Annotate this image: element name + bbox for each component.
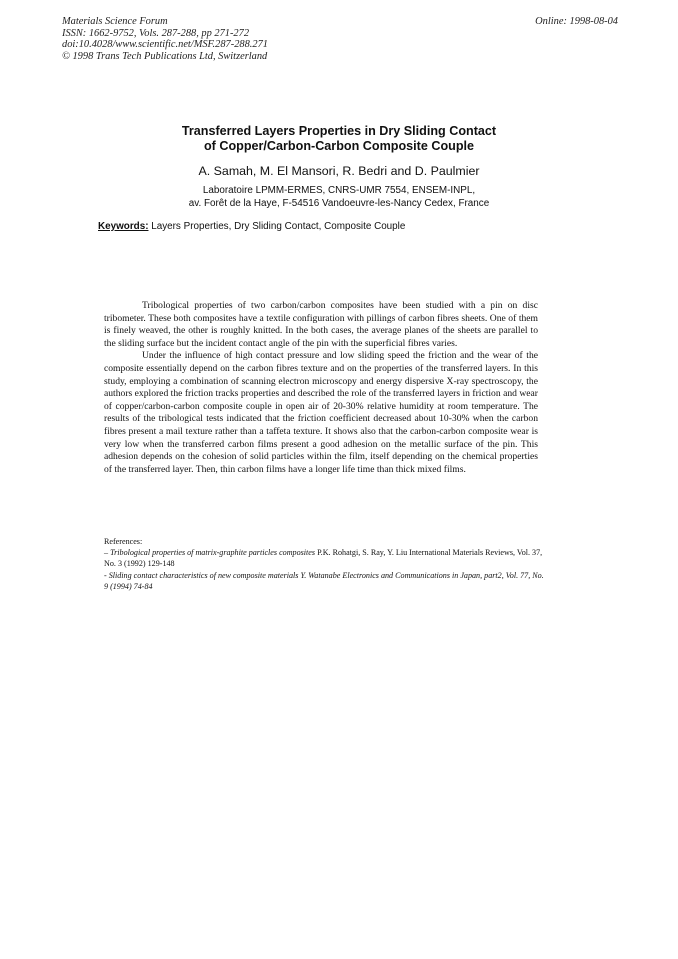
copyright-line: © 1998 Trans Tech Publications Ltd, Switzerland [62,50,268,62]
reference-dash: – [104,548,111,558]
references [104,536,544,592]
title-line-1: Transferred Layers Properties in Dry Sliding Contact [181,124,497,138]
keywords-label: Keywords: [98,221,149,232]
reference-title: Tribological properties of matrix-graphite particles composites [110,548,316,558]
title-line-2: of Copper/Carbon-Carbon Composite Couple [203,139,475,153]
affiliation-line-2: av. Forêt de la Haye, F-54516 Vandoeuvre-les-Nancy Cedex, France [188,197,490,209]
journal-name: Materials Science Forum [62,16,168,27]
affiliation [0,185,678,210]
keywords [98,221,405,233]
affiliation-line-1: Laboratoire LPMM-ERMES, CNRS-UMR 7554, ENSEM-INPL, [202,185,476,196]
author-list: A. Samah, M. El Mansori, R. Bedri and D. Paulmier [198,164,480,178]
reference-item [104,570,544,592]
reference-details: P.K. Rohatgi, S. Ray, Y. Liu International Materials Reviews, Vol. 37, No. 3 (1992) 129-148 [104,548,543,569]
online-date: Online: 1998-08-04 [535,16,618,27]
reference-details: Y. Watanabe Electronics and Communications in Japan, part2, Vol. 77, No. 9 (1994) 74-84 [104,570,544,591]
reference-item [104,547,544,569]
issn-line: ISSN: 1662-9752, Vols. 287-288, pp 271-272 [62,27,250,39]
abstract-paragraph-2: Under the influence of high contact pressure and low sliding speed the friction and the wear of the composite essentially depend on the carbon fibres texture and on the properties of the transferred layers. In this study, employing a combination of scanning electron microscopy and energy dispersive X-ray spectroscopy, the authors explored the friction tracks properties and described the role of the transferred layers in friction and wear of copper/carbon-carbon composite couple in open air of 20-30% relative humidity at room temperature. The results of the tribological tests indicated that the friction coefficient decreased about 10-30% when the carbon fibres present a mail texture rather than a taffeta texture. It shows also that the carbon-carbon composite wear is very low when the transferred carbon films present a good adhesion on the metallic surface of the pin. This adhesion depends on the cohesion of solid particles within the film, itself depending on the chemical properties of the transferred layer. Then, thin carbon films have a longer life time than thick mixed films. [104,350,538,475]
paper-title [0,124,678,154]
doi-line: doi:10.4028/www.scientific.net/MSF.287-288.271 [62,39,268,51]
abstract [104,300,538,476]
keywords-value: Layers Properties, Dry Sliding Contact, Composite Couple [151,221,406,232]
abstract-paragraph-1: Tribological properties of two carbon/carbon composites have been studied with a pin on disc tribometer. These both composites have a textile configuration with pillings of carbon fibres sheets. One of them is finely weaved, the other is roughly knitted. In the both cases, the average planes of the sheets are parallel to the sliding surface but the incident contact angle of the pin with the superficial fibres varies. [104,300,538,349]
reference-title: Sliding contact characteristics of new composite materials [108,570,299,580]
reference-dash: - [104,570,109,580]
publication-info [62,16,268,62]
references-heading: References: [104,537,143,546]
